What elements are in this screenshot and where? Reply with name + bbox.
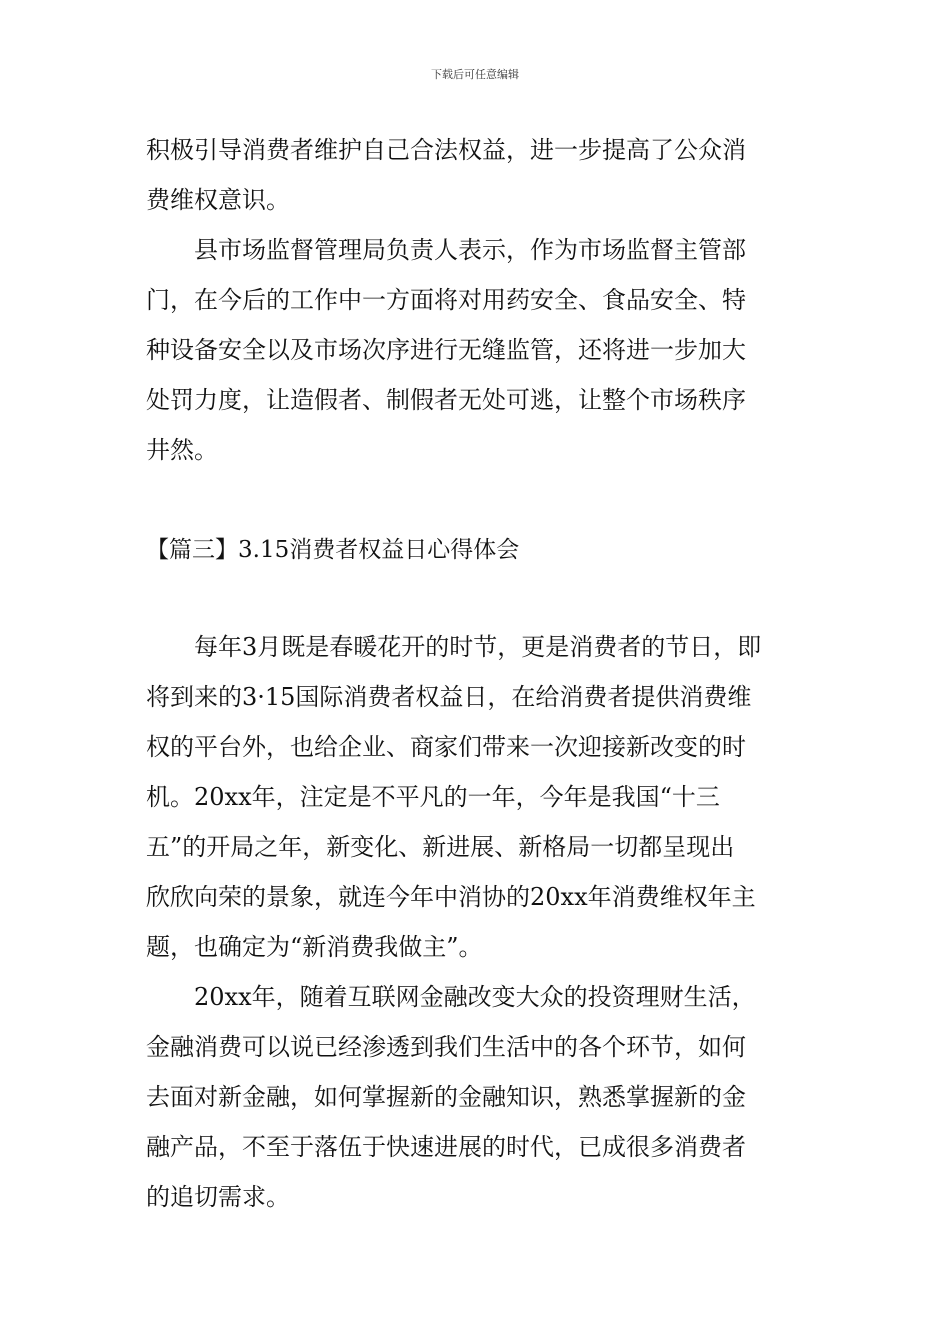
section-heading: 【篇三】3.15消费者权益日心得体会 bbox=[146, 537, 520, 563]
text-line: 权的平台外，也给企业、商家们带来一次迎接新改变的时 bbox=[146, 733, 746, 761]
text-line: 金融消费可以说已经渗透到我们生活中的各个环节，如何 bbox=[146, 1033, 746, 1061]
text-line: 县市场监督管理局负责人表示，作为市场监督主管部 bbox=[146, 236, 746, 264]
text-line: 种设备安全以及市场次序进行无缝监管，还将进一步加大 bbox=[146, 336, 746, 364]
text-line: 去面对新金融，如何掌握新的金融知识，熟悉掌握新的金 bbox=[146, 1083, 746, 1111]
text-line: 将到来的3·15国际消费者权益日，在给消费者提供消费维 bbox=[146, 683, 752, 711]
text-line: 题，也确定为“新消费我做主”。 bbox=[146, 933, 483, 961]
text-line: 门，在今后的工作中一方面将对用药安全、食品安全、特 bbox=[146, 286, 746, 314]
text-line: 积极引导消费者维护自己合法权益，进一步提高了公众消 bbox=[146, 136, 746, 164]
text-line: 机。20xx年，注定是不平凡的一年，今年是我国“十三 bbox=[146, 783, 720, 811]
text-line: 井然。 bbox=[146, 436, 218, 464]
text-line: 融产品，不至于落伍于快速进展的时代，已成很多消费者 bbox=[146, 1133, 746, 1161]
text-line: 20xx年，随着互联网金融改变大众的投资理财生活， bbox=[146, 983, 756, 1011]
text-line: 费维权意识。 bbox=[146, 186, 290, 214]
text-line: 处罚力度，让造假者、制假者无处可逃，让整个市场秩序 bbox=[146, 386, 746, 414]
text-line: 每年3月既是春暖花开的时节，更是消费者的节日，即 bbox=[146, 633, 762, 661]
page-header: 下载后可任意编辑 bbox=[431, 68, 519, 81]
text-line: 五”的开局之年，新变化、新进展、新格局一切都呈现出 bbox=[146, 833, 735, 861]
text-line: 的追切需求。 bbox=[146, 1183, 290, 1211]
text-line: 欣欣向荣的景象，就连今年中消协的20xx年消费维权年主 bbox=[146, 883, 756, 911]
